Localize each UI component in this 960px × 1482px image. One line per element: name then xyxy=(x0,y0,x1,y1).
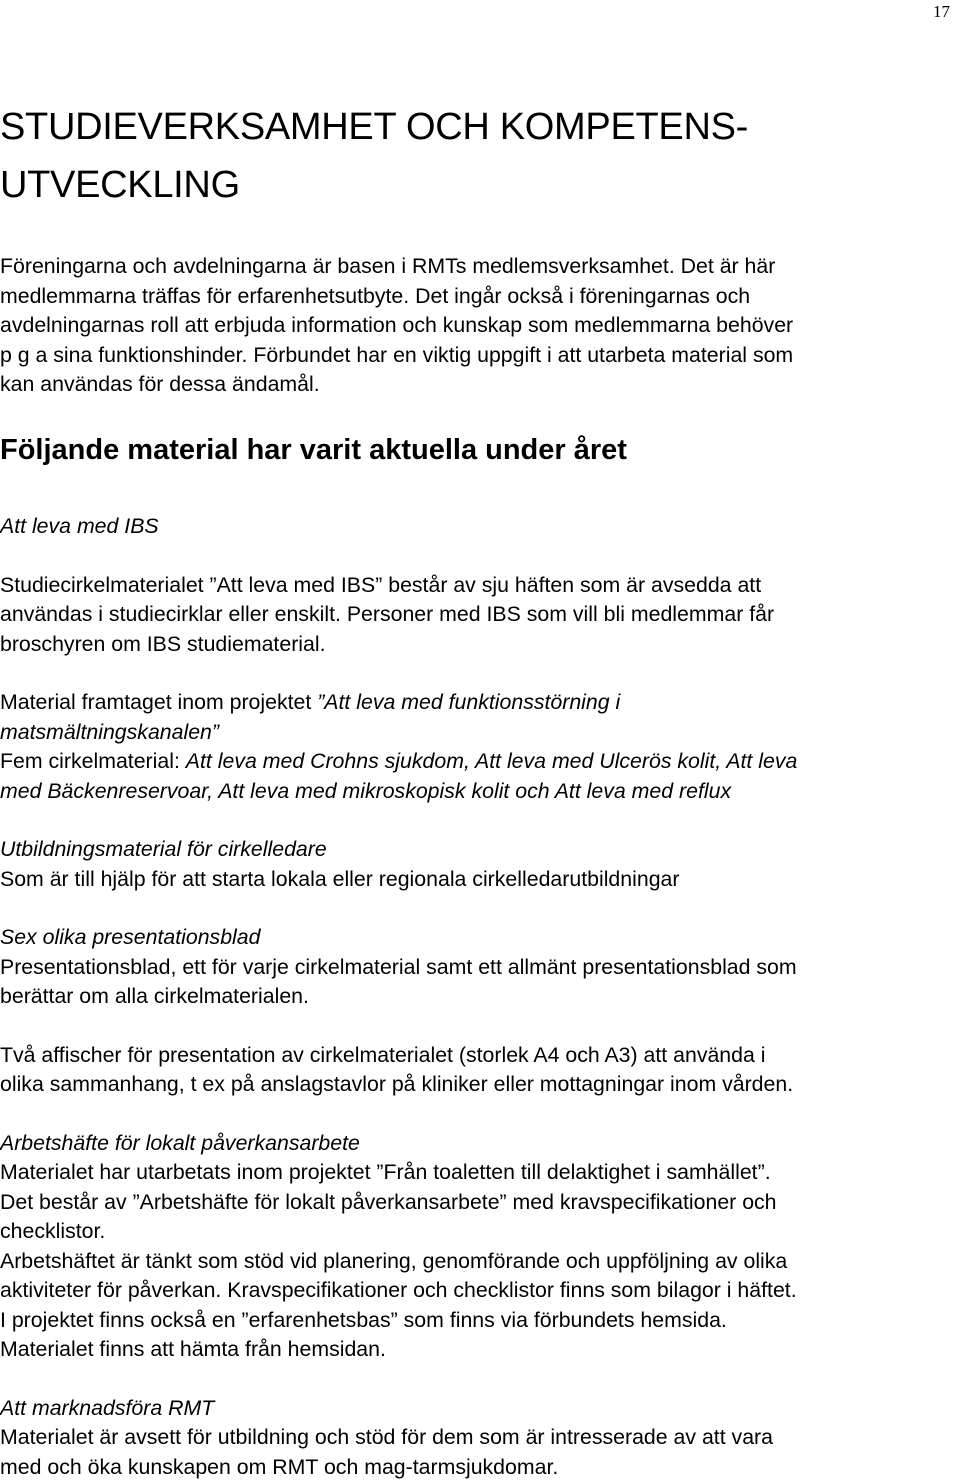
posters-line: Två affischer för presentation av cirkelmaterialet (storlek A4 och A3) att använda i xyxy=(0,1041,955,1071)
intro-line: kan användas för dessa ändamål. xyxy=(0,370,955,400)
posters-section xyxy=(0,1041,955,1100)
ibs-line: Studiecirkelmaterialet ”Att leva med IBS” består av sju häften som är avsedda att xyxy=(0,571,955,601)
workbook-line: Materialet finns att hämta från hemsidan. xyxy=(0,1335,955,1365)
workbook-line: Materialet har utarbetats inom projektet ”Från toaletten till delaktighet i samhället”. xyxy=(0,1158,955,1188)
workbook-line: aktiviteter för påverkan. Kravspecifikationer och checklistor finns som bilagor i häftet. xyxy=(0,1276,955,1306)
intro-line: medlemmarna träffas för erfarenhetsutbyte. Det ingår också i föreningarnas och xyxy=(0,282,955,312)
project-name: ”Att leva med funktionsstörning i xyxy=(317,690,620,714)
presentation-line: berättar om alla cirkelmaterialen. xyxy=(0,982,955,1012)
intro-paragraph xyxy=(0,252,955,400)
workbook-line: I projektet finns också en ”erfarenhetsbas” som finns via förbundets hemsida. xyxy=(0,1306,955,1336)
posters-line: olika sammanhang, t ex på anslagstavlor på kliniker eller mottagningar inom vården. xyxy=(0,1070,955,1100)
circle-materials-list: Att leva med Crohns sjukdom, Att leva med Ulcerös kolit, Att leva xyxy=(186,749,798,773)
intro-line: avdelningarnas roll att erbjuda information och kunskap som medlemmarna behöver xyxy=(0,311,955,341)
marketing-line: med och öka kunskapen om RMT och mag-tarmsjukdomar. xyxy=(0,1453,955,1482)
ibs-line: broschyren om IBS studiematerial. xyxy=(0,630,955,660)
workbook-line: Det består av ”Arbetshäfte för lokalt påverkansarbete” med kravspecifikationer och xyxy=(0,1188,955,1218)
ibs-section xyxy=(0,512,955,660)
intro-line: p g a sina funktionshinder. Förbundet har en viktig uppgift i att utarbeta material som xyxy=(0,341,955,371)
leaders-heading: Utbildningsmaterial för cirkelledare xyxy=(0,835,955,865)
presentation-heading: Sex olika presentationsblad xyxy=(0,923,955,953)
workbook-heading: Arbetshäfte för lokalt påverkansarbete xyxy=(0,1129,955,1159)
project-section xyxy=(0,688,955,806)
circle-materials-list-cont: med Bäckenreservoar, Att leva med mikroskopisk kolit och Att leva med reflux xyxy=(0,777,955,807)
project-name-cont: matsmältningskanalen” xyxy=(0,718,955,748)
section-heading: Följande material har varit aktuella under året xyxy=(0,430,955,470)
circle-materials-label: Fem cirkelmaterial: xyxy=(0,749,186,773)
page-title-line-2: UTVECKLING xyxy=(0,156,955,214)
marketing-section xyxy=(0,1394,955,1482)
marketing-line: Materialet är avsett för utbildning och stöd för dem som är intresserade av att vara xyxy=(0,1423,955,1453)
presentation-section xyxy=(0,923,955,1012)
ibs-line: användas i studiecirklar eller enskilt. Personer med IBS som vill bli medlemmar får xyxy=(0,600,955,630)
marketing-heading: Att marknadsföra RMT xyxy=(0,1394,955,1424)
leaders-text: Som är till hjälp för att starta lokala eller regionala cirkelledarutbildningar xyxy=(0,865,955,895)
leaders-section xyxy=(0,835,955,894)
workbook-line: Arbetshäftet är tänkt som stöd vid planering, genomförande och uppföljning av olika xyxy=(0,1247,955,1277)
project-intro-text: Material framtaget inom projektet xyxy=(0,690,317,714)
page-title-line-1: STUDIEVERKSAMHET OCH KOMPETENS- xyxy=(0,98,955,156)
presentation-line: Presentationsblad, ett för varje cirkelmaterial samt ett allmänt presentationsblad som xyxy=(0,953,955,983)
page-title xyxy=(0,98,955,214)
document-body xyxy=(0,98,955,1482)
workbook-section xyxy=(0,1129,955,1365)
workbook-line: checklistor. xyxy=(0,1217,955,1247)
intro-line: Föreningarna och avdelningarna är basen i RMTs medlemsverksamhet. Det är här xyxy=(0,252,955,282)
page-number: 17 xyxy=(933,2,950,22)
ibs-heading: Att leva med IBS xyxy=(0,512,955,542)
